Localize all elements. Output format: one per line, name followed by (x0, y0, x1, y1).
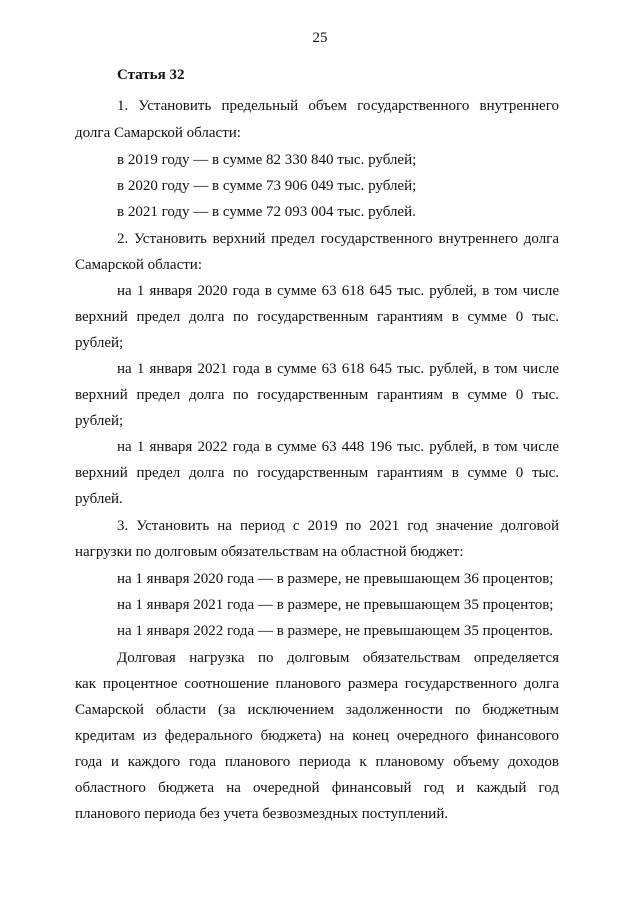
list-item: в 2021 году — в сумме 72 093 004 тыс. рублей. (117, 204, 416, 220)
debt-limit-2021-line-2: верхний предел долга по государственным гарантиям в сумме 0 тыс. (75, 387, 559, 403)
debt-limit-2022-line-2: верхний предел долга по государственным гарантиям в сумме 0 тыс. (75, 465, 559, 481)
paragraph-4-line-4: кредитам из федерального бюджета) на конец очередного финансового (75, 728, 559, 744)
paragraph-4-line-7: планового периода без учета безвозмездных поступлений. (75, 806, 449, 822)
paragraph-4-line-2: как процентное соотношение планового размера государственного долга (75, 676, 559, 692)
paragraph-1-line-2: долга Самарской области: (75, 125, 241, 141)
list-item: в 2019 году — в сумме 82 330 840 тыс. рублей; (117, 152, 417, 168)
list-item: на 1 января 2021 года — в размере, не превышающем 35 процентов; (117, 597, 554, 613)
list-item: в 2020 году — в сумме 73 906 049 тыс. рублей; (117, 178, 417, 194)
paragraph-4-line-5: года и каждого года планового периода к плановому объему доходов (75, 754, 559, 770)
debt-limit-2020-line-2: верхний предел долга по государственным гарантиям в сумме 0 тыс. (75, 309, 559, 325)
paragraph-4-line-1: Долговая нагрузка по долговым обязательствам определяется (117, 650, 559, 666)
debt-limit-2021-line-1: на 1 января 2021 года в сумме 63 618 645 тыс. рублей, в том числе (117, 361, 559, 377)
debt-limit-2022-line-1: на 1 января 2022 года в сумме 63 448 196 тыс. рублей, в том числе (117, 439, 559, 455)
article-title: Статья 32 (117, 67, 185, 83)
debt-limit-2021-line-3: рублей; (75, 413, 124, 429)
debt-limit-2020-line-3: рублей; (75, 335, 124, 351)
page-number: 25 (312, 30, 328, 46)
paragraph-1-line-1: 1. Установить предельный объем государственного внутреннего (117, 98, 559, 114)
paragraph-4-line-6: областного бюджета на очередной финансовый год и каждый год (75, 780, 559, 796)
list-item: на 1 января 2020 года — в размере, не превышающем 36 процентов; (117, 571, 554, 587)
paragraph-3-line-2: нагрузки по долговым обязательствам на областной бюджет: (75, 544, 464, 560)
paragraph-2-line-1: 2. Установить верхний предел государственного внутреннего долга (117, 231, 559, 247)
debt-limit-2020-line-1: на 1 января 2020 года в сумме 63 618 645 тыс. рублей, в том числе (117, 283, 559, 299)
paragraph-3-line-1: 3. Установить на период с 2019 по 2021 год значение долговой (117, 518, 559, 534)
paragraph-4-line-3: Самарской области (за исключением задолженности по бюджетным (75, 702, 559, 718)
list-item: на 1 января 2022 года — в размере, не превышающем 35 процентов. (117, 623, 554, 639)
paragraph-2-line-2: Самарской области: (75, 257, 202, 273)
debt-limit-2022-line-3: рублей. (75, 491, 123, 507)
